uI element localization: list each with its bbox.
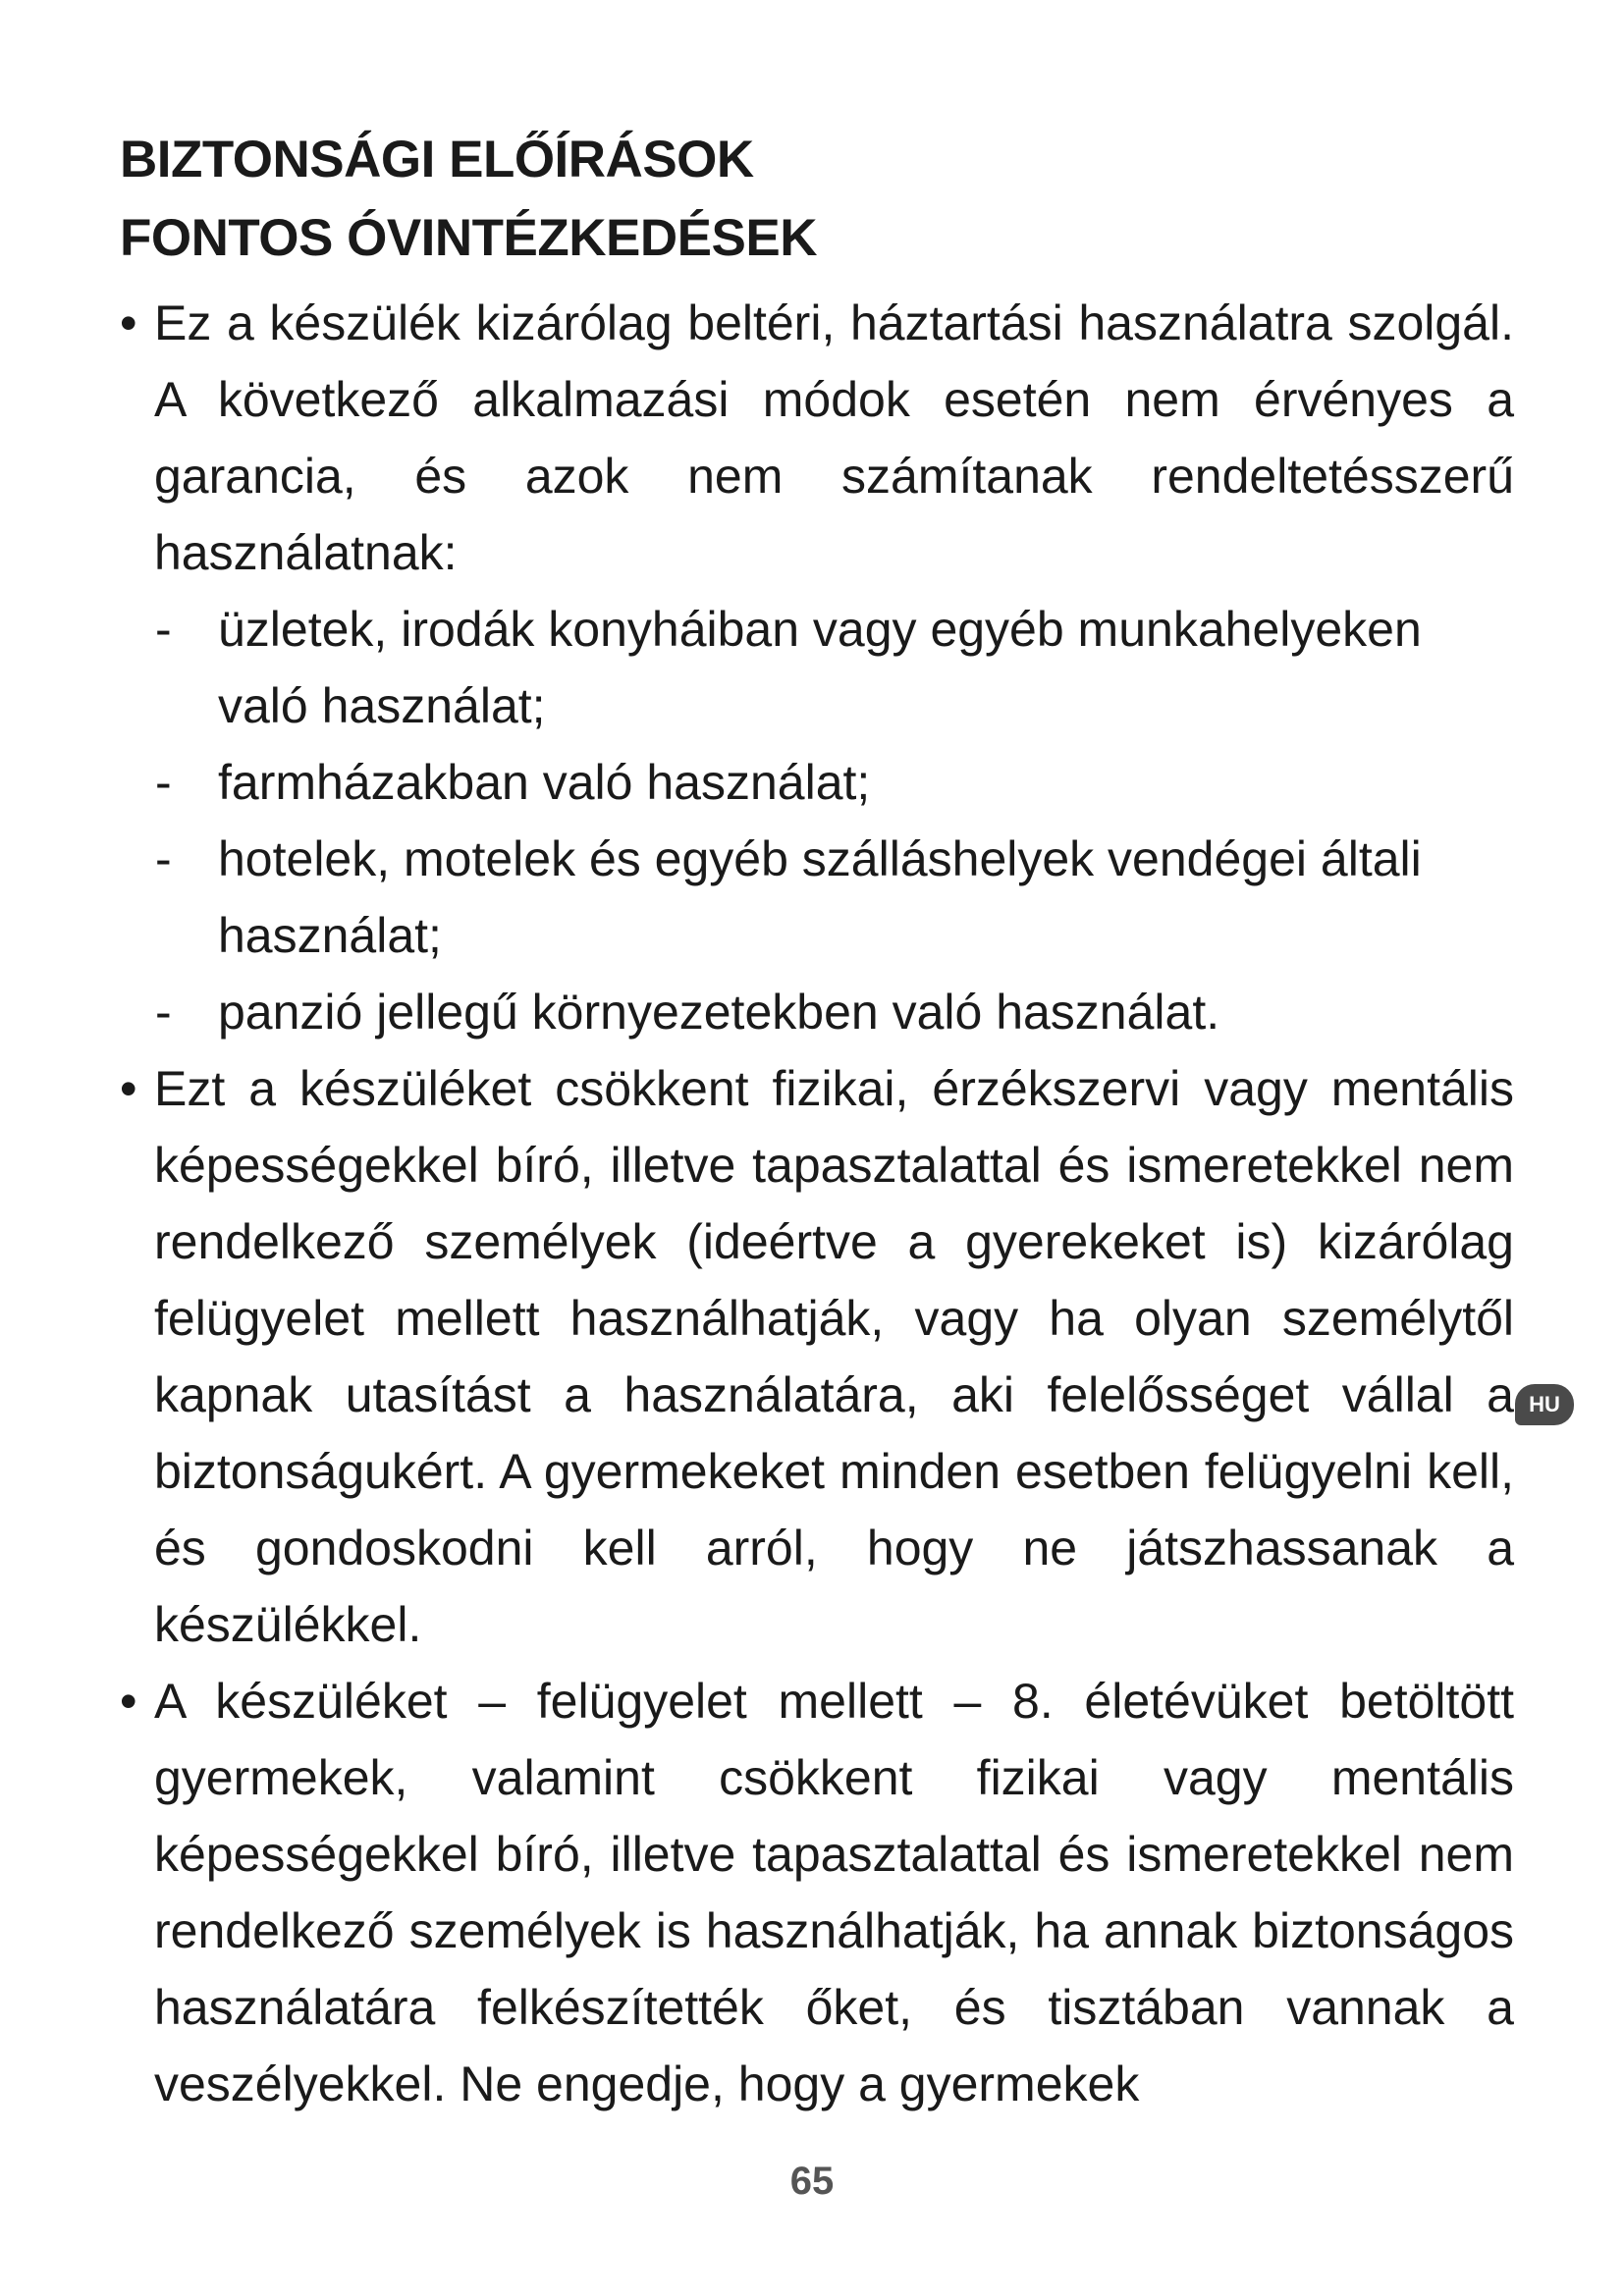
dash-item-hotels: - hotelek, motelek és egyéb szálláshelyek vendégei általi használat;: [155, 821, 1514, 974]
section-title: BIZTONSÁGI ELŐÍRÁSOK: [120, 131, 754, 188]
excluded-uses-list: [120, 591, 1514, 1050]
bullet-item-children: • A készüléket – felügyelet mellett – 8. életévüket betöltött gyermekek, valamint csökkent fizikai vagy mentális képességekkel bíró, illetve tapasztalattal és ismeretekkel nem rendelkező személyek is használhatják, ha annak biztonságos használatára felkészítették őket, és tisztában vannak a veszélyekkel. Ne engedje, hogy a gyermekek: [120, 1663, 1514, 2122]
dash-item-farmhouses: - farmházakban való használat;: [155, 744, 1514, 821]
bullet-item-supervision: • Ezt a készüléket csökkent fizikai, érzékszervi vagy mentális képességekkel bíró, illetve tapasztalattal és ismeretekkel nem rendelkező személyek (ideértve a gyerekeket is) kizárólag felügyelet mellett használhatják, vagy ha olyan személytől kapnak utasítást a használatára, aki felelősséget vállal a biztonságukért. A gyermekeket minden esetben felügyelni kell, és gondoskodni kell arról, hogy ne játszhassanak a készülékkel.: [120, 1050, 1514, 1663]
page-number: 65: [789, 2160, 835, 2203]
safety-content: [120, 285, 1514, 2122]
bullet-item-usage: • Ez a készülék kizárólag beltéri, háztartási használatra szolgál. A következő alkalmazási módok esetén nem érvényes a garancia, és azok nem számítanak rendeltetésszerű használatnak:: [120, 285, 1514, 591]
dash-item-workplaces: - üzletek, irodák konyháiban vagy egyéb munkahelyeken való használat;: [155, 591, 1514, 744]
language-badge: HU: [1515, 1384, 1574, 1425]
dash-item-bed-and-breakfast: - panzió jellegű környezetekben való használat.: [155, 974, 1514, 1050]
section-subtitle: FONTOS ÓVINTÉZKEDÉSEK: [120, 209, 817, 267]
